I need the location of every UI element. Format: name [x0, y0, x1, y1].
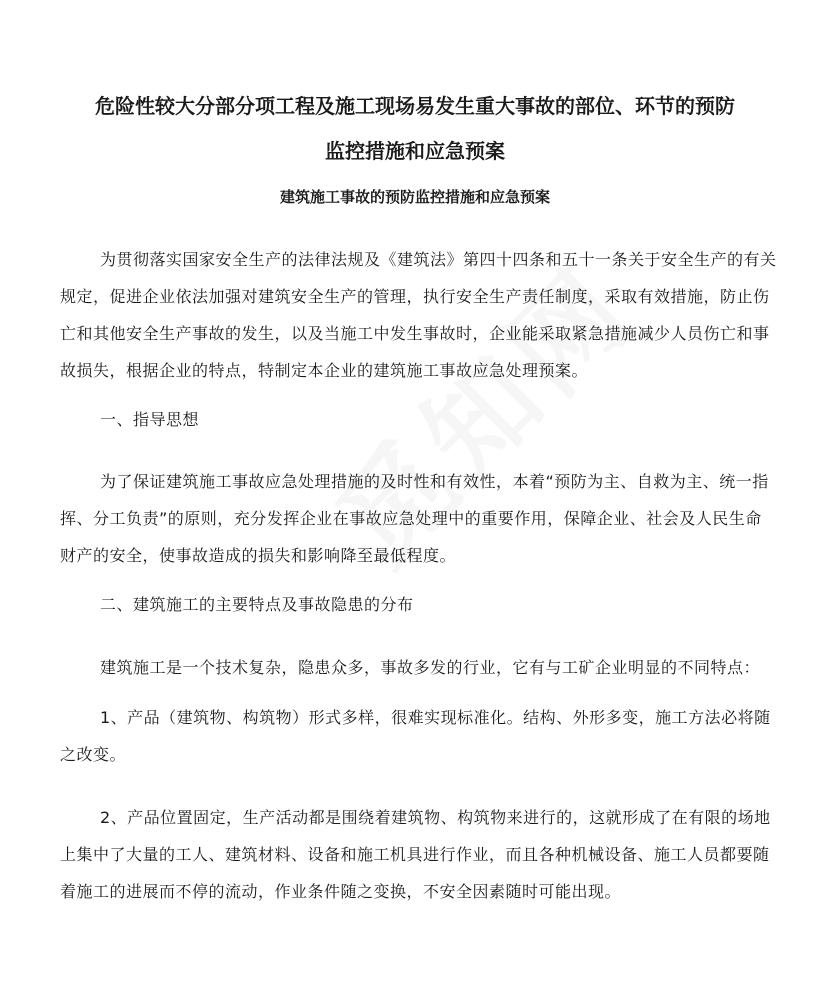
doc-title-line-1: 危险性较大分部分项工程及施工现场易发生重大事故的部位、环节的预防	[95, 94, 735, 118]
doc-title-line-2: 监控措施和应急预案	[325, 139, 505, 163]
paragraph-line: 着施工的进展而不停的流动，作业条件随之变换，不安全因素随时可能出现。	[60, 882, 622, 901]
paragraph-line: 规定，促进企业依法加强对建筑安全生产的管理，执行安全生产责任制度，采取有效措施，防止伤	[60, 287, 770, 306]
section-heading: 二、建筑施工的主要特点及事故隐患的分布	[100, 595, 414, 614]
doc-subtitle: 建筑施工事故的预防监控措施和应急预案	[279, 188, 550, 206]
paragraph-line: 2、产品位置固定，生产活动都是围绕着建筑物、构筑物来进行的，这就形成了在有限的场地	[100, 808, 771, 827]
paragraph-line: 建筑施工是一个技术复杂，隐患众多，事故多发的行业，它有与工矿企业明显的不同特点：	[100, 658, 761, 677]
paragraph-line: 故损失，根据企业的特点，特制定本企业的建筑施工事故应急处理预案。	[60, 361, 589, 380]
watermark	[297, 226, 663, 592]
paragraph-line: 1、产品（建筑物、构筑物）形式多样，很难实现标准化。结构、外形多变，施工方法必将随	[100, 708, 771, 727]
paragraph-line: 挥、分工负责”的原则，充分发挥企业在事故应急处理中的重要作用，保障企业、社会及人民生命	[60, 509, 762, 528]
paragraph-line: 为了保证建筑施工事故应急处理措施的及时性和有效性，本着“预防为主、自救为主、统一指	[100, 472, 769, 491]
paragraph-line: 财产的安全，使事故造成的损失和影响降至最低程度。	[60, 546, 457, 565]
paragraph-line: 上集中了大量的工人、建筑材料、设备和施工机具进行作业，而且各种机械设备、施工人员都要随	[60, 845, 770, 864]
paragraph-line: 为贯彻落实国家安全生产的法律法规及《建筑法》第四十四条和五十一条关于安全生产的有关	[100, 250, 777, 269]
paragraph-line: 之改变。	[60, 745, 127, 764]
section-heading: 一、指导思想	[100, 410, 200, 429]
paragraph-line: 亡和其他安全生产事故的发生，以及当施工中发生事故时，企业能采取紧急措施减少人员伤亡和事	[60, 324, 770, 343]
